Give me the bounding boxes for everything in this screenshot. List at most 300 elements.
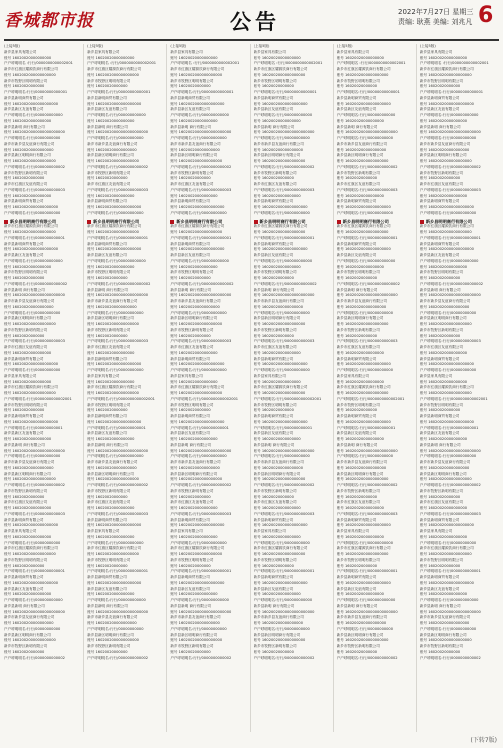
notice-line: 新乡县新明 商行有限公司: [253, 287, 295, 292]
notice-line: 账号 1602002000000000000: [336, 230, 389, 234]
notice-line: 新乡市红旗区耀源饮商行有限公司: [4, 385, 58, 390]
notice-line: 新乡县新明商贸有限公司: [87, 575, 127, 579]
notice-line: 户户呼明明名:行行/00000000000: [336, 310, 394, 315]
notice-line: 新乡县家具有限公司: [4, 49, 37, 54]
notice-line: 新乡县新区友谊有限公司: [419, 107, 460, 112]
notice-line: 户户呼明明名:行行/000000000001: [4, 425, 63, 430]
notice-line: 账号 16020020000000000000000: [170, 448, 232, 453]
notice-line: 新乡县新明 商行有限公司: [87, 287, 128, 292]
notice-line: 账号 160200200000000000: [4, 621, 54, 625]
notice-line: 账号 16020020000000: [253, 563, 294, 568]
notice-line: 户户呼明明名:行行/0000000000002: [253, 164, 315, 169]
notice-line: 账号 16020020000000000000: [4, 101, 59, 106]
notice-line: 户户呼明明名 :行行/0000000000002001: [419, 61, 489, 66]
notice-line: 户户呼明明名:行行/000000000001: [419, 425, 479, 430]
notice-line: 新乡县新明商贸有限公司: [419, 241, 460, 246]
notice-line: 新乡县新明商贸有限公司: [170, 356, 210, 361]
notice-line: 新乡县新明商贸有限公司: [253, 95, 294, 100]
notice-line: 户户呼明明名:行行/0000000000003: [419, 339, 481, 344]
notice-line: 账号 16020020000000: [170, 333, 211, 338]
notice-line: 户户呼明明名:行行/0000000000001: [87, 235, 149, 240]
notice-line: 户户呼明明名:行行/00000000000002: [253, 281, 317, 286]
notice-line: 新乡县新明商贸有限公司: [4, 356, 44, 361]
notice-line: 账号 160200200000000000: [336, 465, 387, 470]
notice-line: 账号 160200200000000000: [170, 304, 220, 309]
notice-line: 新乡县新区明明商行有限公司: [336, 632, 384, 637]
notice-line: 账号 1602002000000000000: [419, 322, 472, 326]
notice-line: 新乡县新区明明商行有限公司: [419, 471, 467, 476]
notice-line: 户户呼明明名:行行/0000000000003: [170, 339, 232, 344]
notice-line: 账号 16020020000000000000: [87, 580, 142, 585]
notice-line: 新乡市新乡县友谊商行有限公司: [4, 299, 55, 303]
notice-line: 新乡县新明 商行有限公司: [253, 603, 295, 608]
notice-line: 户户呼明明名:行行/0000000000003: [253, 511, 315, 516]
notice-line: 户户呼明明名:行行/000000000000: [253, 113, 313, 117]
notice-line: 账号 16020020000000000: [253, 193, 301, 198]
notice-line: 账号 16020020000000000000: [253, 580, 308, 585]
notice-line: 新乡县新明 商行有限公司: [4, 124, 45, 129]
notice-line: 账号 16020020000000: [4, 84, 45, 89]
notice-line: 新乡市牧野区明明有限公司: [87, 402, 131, 407]
notice-line: 账号 1602002000000000000: [336, 72, 389, 77]
notice-line: 新乡市牧野区明明有限公司: [87, 270, 131, 275]
notice-line: 账号 16020020000000: [87, 563, 128, 568]
notice-line: 新乡县新明 商行有限公司: [170, 603, 212, 608]
notice-line: 新乡市牧野区明明有限公司: [4, 402, 48, 407]
notice-line: 新乡市牧野区新明有限公司: [170, 170, 214, 175]
notice-line: 新乡县新明商贸有限公司: [87, 241, 127, 246]
notice-line: 户户呼明明名:行行/000000000001: [87, 425, 146, 430]
notice-line: 账号 160200200000000000: [87, 147, 137, 152]
notice-line: 户户呼明明名:行行/00000000000002: [336, 281, 400, 286]
notice-line: 账号 16020020000000000000: [253, 419, 308, 424]
notice-line: 账号 1602002000000000000: [419, 159, 472, 163]
notice-line: 账号 16020020000000000000: [4, 362, 59, 367]
notice-line: 新乡县新区友谊有限公司: [170, 107, 210, 112]
notice-line: 账号 1602002000000000000: [87, 159, 139, 163]
notice-line: (上接5版): [336, 44, 353, 48]
notice-line: 账号 16020020000000000000000: [419, 448, 481, 453]
notice-line: 户户呼明明名:行行/0000000000003: [336, 511, 398, 516]
notice-line: 新乡县新区友谊有限公司: [87, 253, 127, 257]
notice-line: 户户呼明明名:行行/00000000000: [336, 540, 394, 545]
notice-line: 账号 16020020000000000000000: [419, 609, 481, 614]
notice-line: 新乡县新明商贸有限公司: [4, 241, 44, 246]
notice-line: 新乡市红旗区友谊有限公司: [336, 345, 380, 349]
notice-line: 户户呼明明名:行行/0000000000002: [336, 164, 398, 169]
notice-line: 账号 16020020000000000: [336, 379, 384, 384]
notice-line: 账号 16020020000000000000: [253, 247, 308, 252]
notice-line: 新乡市红旗区友谊有限公司: [253, 500, 297, 505]
notice-line: 新乡县家具有限公司: [170, 49, 203, 54]
notice-line: 新乡市牧野区明明有限公司: [419, 78, 463, 83]
notice-line: 账号 16020020000000000000000: [419, 293, 481, 298]
notice-line: 新乡市新乡县友谊商行有限公司: [419, 141, 471, 146]
notice-line: 新乡市红旗区友谊有限公司: [4, 182, 48, 186]
notice-line: 账号 16020020000000000000: [336, 580, 391, 585]
notice-line: 新乡市新乡县友谊商行有限公司: [253, 460, 304, 464]
notice-line: 账号 16020020000000: [87, 408, 128, 413]
notice-line: 账号 1602002000000000000: [253, 72, 306, 77]
notice-line: 账号 16020020000000000000000: [170, 609, 232, 614]
notice-line: 户户呼明明名:行行/00000000000001: [170, 90, 234, 94]
notice-line: 新乡县新区明明商行有限公司: [336, 471, 384, 476]
notice-line: 新乡市红旗区耀源饮商行有限公司: [170, 385, 225, 390]
notice-heading: 新乡县明明商行有限公司: [87, 219, 164, 225]
notice-line: 账号 16020020000000000000: [253, 523, 308, 528]
notice-line: 账号 16020020000000000000: [4, 580, 59, 585]
notice-line: 账号 16020020000000: [419, 276, 461, 280]
notice-line: 账号 1602002000000000000: [4, 391, 56, 395]
notice-line: 新乡县家具有限公司: [253, 373, 286, 378]
notice-line: 账号 16020020000000000000000: [336, 609, 398, 614]
notice-line: 新乡县新区明明商行有限公司: [4, 316, 51, 321]
notice-line: 账号 16020020000000000000000: [4, 130, 65, 135]
notice-line: 账号 16020020000000000: [4, 506, 52, 510]
notice-line: 新乡市牧野区新明有限公司: [87, 170, 131, 175]
notice-column: [337, 44, 417, 732]
notice-line: 户户呼明明名:行行/000000000000: [336, 258, 396, 263]
notice-line: 户户呼明明名:行行/0000000000001: [253, 569, 315, 574]
notice-line: 新乡市新乡县友谊商行有限公司: [336, 141, 387, 146]
notice-line: 新乡市牧野区明明有限公司: [170, 557, 214, 562]
notice-line: 户户呼明明名:行行/000000000001: [253, 425, 313, 430]
notice-line: 户户呼明明名:行行/000000000000: [170, 113, 229, 117]
notice-line: 账号 1602002000000000000: [170, 552, 223, 556]
notice-line: 账号 1602002000000000000: [253, 159, 306, 163]
notice-heading: 新乡县明明商行有限公司: [337, 219, 414, 225]
notice-line: 户户呼明明名:行行/00000000000: [253, 210, 310, 215]
notice-line: 新乡市牧野区明明有限公司: [170, 402, 214, 407]
notice-line: 账号 160200200000000000: [336, 147, 387, 152]
notice-line: 账号 16020020000000000: [4, 592, 52, 597]
notice-line: 新乡县新区明明商行有限公司: [4, 471, 51, 476]
notice-line: 新乡市牧野区明明有限公司: [170, 270, 214, 275]
notice-line: 户户呼明明名:行行/00000000000: [419, 368, 477, 372]
notice-line: 户户呼明明名:行行/0000000000002: [253, 483, 315, 487]
notice-line: 新乡市新乡县友谊商行有限公司: [336, 615, 387, 620]
notice-line: 户户呼明明名:行行/00000000000: [419, 626, 477, 631]
notice-line: 户户呼明明名:行行/0000000000002: [419, 164, 481, 169]
notice-line: 新乡县新明 商行有限公司: [4, 603, 45, 608]
notice-line: 新乡县新区明明商行有限公司: [87, 316, 134, 321]
notice-line: 账号 16020020000000000: [336, 350, 384, 355]
notice-line: 新乡县新区明明商行有限公司: [253, 153, 301, 158]
notice-line: 账号 16020020000000: [253, 84, 294, 89]
notice-line: 新乡县新区友谊有限公司: [419, 586, 460, 591]
notice-line: 新乡县新明 商行有限公司: [253, 124, 295, 129]
notice-line: 新乡市牧野区明明有限公司: [87, 557, 131, 562]
notice-line: 账号 1602002000000000000: [253, 322, 306, 326]
notice-line: 账号 1602002000000000000: [170, 638, 223, 643]
notice-line: 账号 160200200000000000: [4, 465, 54, 470]
notice-line: 新乡县新区明明商行有限公司: [419, 632, 467, 637]
notice-heading: 新乡县明明商行有限公司: [170, 219, 247, 225]
notice-line: 账号 16020020000000000000: [419, 101, 474, 106]
notice-line: 账号 16020020000000000000000: [4, 448, 65, 453]
notice-line: 户户呼明明名:行行/00000000000: [87, 368, 144, 372]
notice-line: (上接5版): [419, 44, 436, 48]
notice-line: 账号 16020020000000000: [253, 350, 301, 355]
notice-line: 户户呼明明名:行行/0000000000003: [87, 511, 149, 516]
notice-line: 户户呼明明名:行行/00000000000: [253, 310, 310, 315]
notice-line: 新乡县家具有限公司: [336, 49, 370, 54]
notice-line: 新乡县新明 商行有限公司: [4, 287, 45, 292]
notice-line: 户户呼明明名:行行/0000000000002: [4, 164, 65, 169]
notice-line: 户户呼明明名:行行/0000000000001: [170, 569, 232, 574]
notice-line: 账号 16020020000000: [253, 333, 294, 338]
notice-line: 账号 16020020000000000: [419, 437, 468, 441]
notice-line: 账号 16020020000000000000000: [253, 609, 315, 614]
notice-line: 新乡市红旗区友谊有限公司: [87, 500, 131, 505]
notice-line: 账号 16020020000000000000: [87, 523, 142, 528]
notice-line: 新乡市新乡县友谊商行有限公司: [87, 460, 138, 464]
notice-line: 账号 160200200000000000: [336, 304, 387, 309]
notice-line: 户户呼明明名:行行/00000000000: [170, 540, 227, 545]
notice-line: 户户呼明明名:行行/0000000000003: [87, 339, 149, 344]
notice-line: 新乡县新明商贸有限公司: [253, 199, 294, 204]
notice-line: 账号 16020020000000: [336, 333, 378, 338]
notice-line: 新乡市红旗区耀源饮商行有限公司: [4, 67, 58, 71]
notice-line: 账号 1602002000000000000: [170, 72, 223, 77]
notice-line: 新乡市红旗区耀源饮商行有限公司: [253, 67, 308, 71]
notice-line: 户户呼明明名:行行/00000000000001: [87, 90, 151, 94]
notice-line: 账号 1602002000000000000: [170, 477, 223, 482]
notice-line: 户户呼明明名:行行/000000000001: [336, 425, 396, 430]
notice-line: 新乡县新明商贸有限公司: [170, 241, 210, 246]
notice-line: 新乡县家具有限公司: [336, 373, 370, 378]
notice-line: 账号 16020020000000000000: [87, 101, 142, 106]
notice-line: 新乡县新区友谊有限公司: [419, 253, 460, 257]
notice-line: 账号 1602002000000000000: [253, 552, 306, 556]
notice-line: 账号 16020020000000: [4, 176, 45, 181]
notice-line: 新乡县新区明明商行有限公司: [170, 316, 218, 321]
notice-line: 新乡市红旗区耀源饮商行有限公司: [336, 67, 391, 71]
notice-line: 户户呼明明名:行行/0000000000002001: [87, 396, 155, 401]
notice-line: 新乡市红旗区友谊有限公司: [170, 500, 214, 505]
notice-line: 账号 16020020000000000: [4, 437, 52, 441]
notice-line: 新乡县新明 商行有限公司: [419, 442, 461, 447]
notice-line: (上接5版): [87, 44, 104, 48]
notice-line: 新乡县新区友谊有限公司: [170, 586, 210, 591]
notice-line: 账号 16020020000000000: [253, 437, 301, 441]
notice-line: 新乡市牧野区明明有限公司: [253, 557, 297, 562]
notice-line: 账号 16020020000000000000: [4, 247, 59, 252]
notice-line: 新乡市红旗区友谊有限公司: [336, 182, 380, 186]
notice-line: 户户呼明明名:行行/00000000000: [4, 454, 61, 459]
notice-line: 户户呼明明名:行行/0000000000003: [336, 187, 398, 192]
notice-line: 账号 16020020000000000000: [170, 362, 225, 367]
notice-line: 新乡县新明商贸有限公司: [419, 575, 460, 579]
notice-line: 账号 1602002000000000000: [4, 477, 56, 482]
notice-line: 账号 160200200000000000: [4, 147, 54, 152]
notice-line: 新乡市红旗区耀源饮商行有限公司: [419, 546, 474, 551]
notice-line: 新乡县新明商贸有限公司: [87, 95, 127, 100]
notice-line: 账号 16020020000000: [419, 563, 461, 568]
notice-line: 新乡县新区明明商行有限公司: [419, 153, 467, 158]
notice-line: 户户呼明明名:行行/000000000000: [4, 258, 63, 263]
notice-line: 账号 16020020000000000: [419, 350, 468, 355]
notice-line: 新乡市新乡县友谊商行有限公司: [170, 141, 221, 146]
notice-line: 账号 1602002000000000000: [4, 322, 56, 326]
notice-line: 新乡市新乡县友谊商行有限公司: [87, 615, 138, 620]
notice-line: 户户呼明明名:行行/00000000000: [253, 540, 310, 545]
notice-line: 账号 16020020000000000: [253, 264, 301, 269]
notice-line: 账号 16020020000000000000: [419, 580, 474, 585]
notice-line: 新乡市牧野区明明有限公司: [419, 270, 463, 275]
notice-line: 新乡市牧野区新明有限公司: [170, 488, 214, 493]
notice-line: 户户呼明明名 :行行/0000000000002001: [253, 61, 323, 66]
notice-line: 账号 16020020000000000000000: [253, 448, 315, 453]
notice-line: 账号 16020020000000: [253, 649, 294, 654]
notice-line: 新乡县新区友谊有限公司: [336, 107, 377, 112]
newspaper-logo: 香城都市报: [4, 11, 94, 31]
notice-line: 新乡县新明 商行有限公司: [253, 442, 295, 447]
notice-line: 新乡县新明商贸有限公司: [4, 517, 44, 522]
notice-line: 户户呼明明名:行行/00000000000: [336, 454, 394, 459]
notice-line: 账号 16020020000000000: [170, 264, 218, 269]
notice-line: 新乡市红旗区友谊有限公司: [4, 345, 48, 349]
notice-line: 账号 1602002000000000000: [87, 552, 139, 556]
notice-line: 新乡市牧野区明明有限公司: [336, 78, 380, 83]
notice-line: 户户呼明明名:行行/00000000000: [419, 540, 477, 545]
notice-line: 新乡县家具有限公司: [253, 49, 286, 54]
notice-line: 新乡县新区友谊有限公司: [419, 431, 460, 436]
notice-line: 账号 16020020000000000: [336, 193, 384, 198]
notice-line: 新乡市红旗区耀源饮商行有限公司: [419, 67, 474, 71]
notice-line: 新乡县新明商贸有限公司: [170, 414, 210, 418]
masthead: [0, 0, 503, 40]
notice-line: 户户呼明明名:行行/00000000000: [336, 626, 394, 631]
notice-line: 新乡县新区友谊有限公司: [336, 253, 377, 257]
notice-line: 账号 16020020000000000: [336, 118, 384, 123]
notice-line: 账号 16020020000000000000: [336, 205, 391, 209]
notice-line: 账号 16020020000000000000000: [170, 130, 232, 135]
notice-line: 新乡市红旗区友谊有限公司: [170, 345, 214, 349]
notice-line: 户户呼明明名:行行/000000000000: [4, 598, 63, 602]
notice-line: 新乡市牧野区新明有限公司: [336, 327, 380, 332]
notice-line: 户户呼明明名:行行/0000000000001: [4, 235, 65, 240]
notice-line: 账号 1602002000000000000: [336, 552, 389, 556]
notice-line: 新乡市牧野区明明有限公司: [419, 557, 463, 562]
notice-line: 新乡市牧野区新明有限公司: [170, 327, 214, 332]
notice-line: 新乡县新区明明商行有限公司: [419, 316, 467, 321]
notice-line: 户户呼明明名:行行/00000000000: [419, 210, 477, 215]
notice-line: 户户呼明明名:行行/00000000000: [4, 136, 61, 140]
notice-line: 新乡市牧野区明明有限公司: [336, 402, 380, 407]
notice-line: 户户呼明明名:行行/00000000000002: [87, 281, 151, 286]
notice-line: 户户呼明明名:行行/0000000000003: [170, 511, 232, 516]
notice-line: 新乡市牧野区明明有限公司: [336, 557, 380, 562]
notice-line: 新乡市新乡县友谊商行有限公司: [253, 141, 304, 146]
notice-line: 账号 16020020000000: [336, 408, 378, 413]
notice-line: 户户呼明明名:行行/000000000000: [4, 113, 63, 117]
notice-line: 账号 16020020000000000000: [419, 205, 474, 209]
notice-line: 户户呼明明名:行行/00000000000: [87, 210, 144, 215]
notice-line: 新乡县新明商贸有限公司: [336, 95, 377, 100]
notice-line: 户户呼明明名:行行/00000000000: [419, 136, 477, 140]
notice-line: 户户呼明明名 :行行/0000000000002001: [170, 61, 240, 66]
notice-line: 户户呼明明名:行行/00000000000: [4, 310, 61, 315]
notice-line: 户户呼明明名:行行/00000000000: [87, 540, 144, 545]
notice-line: 户户呼明明名:行行/0000000000001: [4, 569, 65, 574]
notice-line: 户户呼明明名:行行/000000000000: [419, 113, 479, 117]
notice-line: 账号 16020020000000000000: [336, 362, 391, 367]
notice-line: 户户呼明明名:行行/000000000000: [336, 113, 396, 117]
notice-line: 账号 16020020000000000: [4, 55, 52, 60]
notice-line: 账号 16020020000000: [419, 494, 461, 499]
notice-line: 账号 1602002000000000000: [336, 322, 389, 326]
notice-line: 户户呼明明名:行行/00000000000: [4, 626, 61, 631]
notice-line: 户户呼明明名:行行/00000000000002: [4, 281, 68, 286]
notice-line: 账号 1602002000000000000: [419, 552, 472, 556]
notice-line: 新乡市牧野区新明有限公司: [87, 327, 131, 332]
notice-line: 账号 160200200000000000: [170, 147, 220, 152]
notice-line: 账号 16020020000000: [4, 563, 45, 568]
notice-line: 新乡县家具有限公司: [419, 529, 453, 533]
notice-line: 账号 16020020000000000000000: [170, 293, 232, 298]
notice-line: 户户呼明明名:行行/00000000000: [87, 310, 144, 315]
notice-line: 户户呼明明名:行行/00000000000: [253, 368, 310, 372]
notice-line: 新乡县新明商贸有限公司: [170, 517, 210, 522]
notice-line: 账号 16020020000000: [87, 333, 128, 338]
notice-line: 新乡县新区友谊有限公司: [170, 253, 210, 257]
notice-heading: 新乡县明明商行有限公司: [254, 219, 331, 225]
notice-line: 账号 1602002000000000000: [419, 230, 472, 234]
notice-line: 新乡市牧野区明明有限公司: [253, 78, 297, 83]
notice-line: 账号 16020020000000: [419, 176, 461, 181]
notice-line: 新乡市牧野区新明有限公司: [419, 327, 463, 332]
notice-line: 账号 16020020000000000000000: [87, 130, 149, 135]
notice-line: 账号 1602002000000000000: [253, 477, 306, 482]
notice-line: 新乡市红旗区友谊有限公司: [87, 182, 131, 186]
notice-line: 新乡市新乡县友谊商行有限公司: [336, 299, 387, 303]
notice-line: 户户呼明明名:行行/0000000000002: [87, 655, 149, 660]
notice-line: 新乡市牧野区新明有限公司: [4, 488, 48, 493]
notice-line: 新乡县新区明明商行有限公司: [4, 153, 51, 158]
notice-line: 新乡市新乡县友谊商行有限公司: [4, 615, 55, 620]
notice-line: 账号 16020020000000: [253, 408, 294, 413]
notice-line: 账号 16020020000000: [170, 408, 211, 413]
notice-line: 新乡县新区友谊有限公司: [253, 253, 294, 257]
page-number: 6: [478, 3, 494, 28]
notice-line: 新乡县新明商贸有限公司: [253, 414, 294, 418]
notice-line: 户户呼明明名:行行/0000000000003: [419, 187, 481, 192]
notice-line: 新乡市红旗区耀源饮商行有限公司: [4, 224, 58, 229]
notice-line: 户户呼明明名:行行/00000000000002: [170, 281, 234, 286]
notice-line: 账号 16020020000000000000000: [336, 130, 398, 135]
notice-line: 户户呼明明名:行行/0000000000001: [419, 235, 481, 240]
notice-line: 账号 16020020000000: [4, 494, 45, 499]
notice-line: 账号 16020020000000000000000: [87, 609, 149, 614]
notice-line: 账号 16020020000000: [170, 649, 211, 654]
notice-line: 账号 16020020000000: [4, 649, 45, 654]
notice-line: 账号 1602002000000000000: [170, 322, 223, 326]
notice-line: 户户呼明明名 :行行/0000000000002001: [4, 61, 73, 66]
notice-line: 账号 16020020000000000: [253, 379, 301, 384]
notice-line: 新乡市牧野区新明有限公司: [170, 644, 214, 648]
notice-line: 新乡市新乡县友谊商行有限公司: [4, 460, 55, 464]
notice-line: 新乡市红旗区耀源饮商行有限公司: [336, 385, 391, 390]
notice-line: 新乡县新明商贸有限公司: [419, 356, 460, 361]
notice-line: 新乡县新明商贸有限公司: [253, 241, 294, 246]
notice-line: 新乡县新区友谊有限公司: [253, 586, 294, 591]
notice-line: 账号 16020020000000: [336, 649, 378, 654]
notice-line: 账号 16020020000000000000: [4, 205, 59, 209]
notice-line: 新乡县新区友谊有限公司: [4, 107, 44, 112]
notice-line: 新乡县新明商贸有限公司: [253, 517, 294, 522]
notice-line: 账号 16020020000000000: [87, 264, 135, 269]
